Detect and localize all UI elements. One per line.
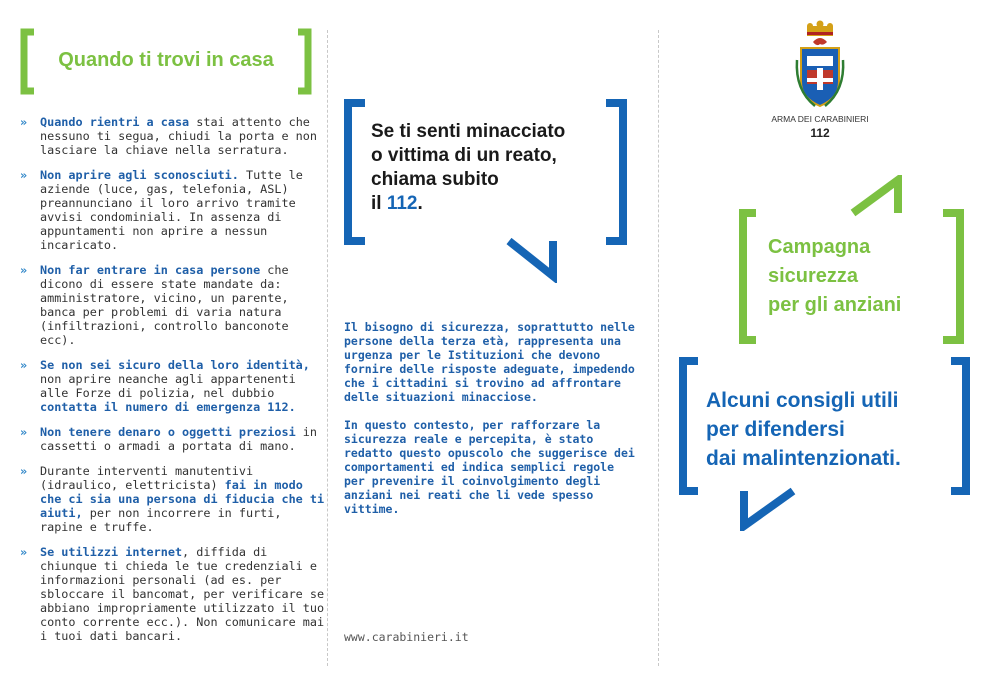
crest-icon: [793, 20, 847, 110]
tip-item: [20, 168, 325, 252]
tip-text: in cassetti o armadi a portata di mano.: [40, 425, 317, 453]
intro-paragraph-2: In questo contesto, per rafforzare la sicurezza reale e percepita, è stato redatto questo opuscolo che suggerisce dei comportamenti ed indica semplici regole per prevenire il coinvolgimento degli anziani nei reati che li vede spesso vittime.: [344, 418, 635, 516]
tip-text: , diffida di chiunque ti chieda le tue credenziali e informazioni personali (ad es. per sbloccare il bancomat, per verificare se abbiano impropriamente utilizzato il tuo conto corrente ecc.). Non comunicare mai i tuoi dati bancari.: [40, 545, 325, 643]
tip-highlight: contatta il numero di emergenza 112.: [40, 400, 296, 414]
advice-line-1: Alcuni consigli utili: [706, 389, 899, 412]
org-number: 112: [810, 126, 830, 140]
tips-list: [20, 115, 325, 654]
tip-text: che dicono di essere state mandate da: amministratore, vicino, un parente, banca per problemi di varia natura (infiltrazioni, controllo banconote ecc).: [40, 263, 289, 347]
tip-item: [20, 115, 325, 157]
campaign-line-1: Campagna: [768, 236, 871, 258]
tip-highlight: fai in modo che ci sia una persona di fiducia che ti aiuti,: [40, 478, 325, 520]
advice-text: [706, 386, 901, 473]
tip-highlight: Non far entrare in casa persone: [40, 263, 261, 277]
bullet-mark: »: [20, 545, 28, 559]
bullet-mark: »: [20, 464, 28, 478]
campaign-text: [768, 233, 901, 320]
tip-highlight: Non aprire agli sconosciuti.: [40, 168, 239, 182]
callout-line-4: il 112.: [371, 193, 423, 214]
tip-text: Tutte le aziende (luce, gas, telefonia, ASL) preannunciano il loro arrivo tramite avvisi condominiali. In assenza di appuntamenti non aprire a nessun incaricato.: [40, 168, 303, 252]
callout-line-1: Se ti senti minacciato: [371, 121, 566, 142]
campaign-box: [738, 175, 968, 347]
callout-line-3: chiama subito: [371, 169, 499, 190]
callout-text: [371, 120, 565, 216]
emergency-number: 112: [386, 193, 418, 214]
tip-highlight: Se utilizzi internet: [40, 545, 183, 559]
advice-box: [678, 356, 973, 531]
tip-highlight: Se non sei sicuro della loro identità,: [40, 358, 310, 372]
tip-text: per non incorrere in furti, rapine e truffe.: [40, 506, 282, 534]
bullet-mark: »: [20, 263, 28, 277]
tip-item: [20, 464, 325, 534]
column-divider-left: [327, 30, 328, 666]
tip-item: [20, 425, 325, 453]
carabinieri-emblem: [793, 20, 847, 110]
heading-bracket-box: [20, 28, 312, 95]
tip-text: Durante interventi manutentivi (idraulico, elettricista): [40, 464, 254, 492]
tip-highlight: Quando rientri a casa: [40, 115, 190, 129]
tip-item: [20, 263, 325, 347]
emergency-callout: [343, 98, 628, 283]
tip-item: [20, 545, 325, 643]
tip-item: [20, 358, 325, 414]
section-heading: Quando ti trovi in casa: [58, 49, 274, 71]
org-name: ARMA DEI CARABINIERI: [771, 114, 869, 124]
bullet-mark: »: [20, 115, 28, 129]
intro-paragraph-1: Il bisogno di sicurezza, soprattutto nelle persone della terza età, rappresenta una urgenza per le Istituzioni che devono fornire delle risposte adeguate, impedendo che i cittadini si trovino ad affrontare delle situazioni minacciose.: [344, 320, 635, 404]
bullet-mark: »: [20, 425, 28, 439]
tip-text: stai attento che nessuno ti segua, chiudi la porta e non lasciare la chiave nella serratura.: [40, 115, 317, 157]
tip-highlight: Non tenere denaro o oggetti preziosi: [40, 425, 296, 439]
callout-line-2: o vittima di un reato,: [371, 145, 557, 166]
tip-text: non aprire neanche agli appartenenti alle Forze di polizia, nel dubbio: [40, 372, 296, 400]
advice-line-3: dai malintenzionati.: [706, 447, 901, 470]
column-divider-right: [658, 30, 659, 666]
bullet-mark: »: [20, 168, 28, 182]
advice-line-2: per difendersi: [706, 418, 845, 441]
bullet-mark: »: [20, 358, 28, 372]
campaign-line-2: sicurezza: [768, 265, 859, 287]
website-link[interactable]: www.carabinieri.it: [344, 630, 469, 644]
campaign-line-3: per gli anziani: [768, 294, 902, 316]
